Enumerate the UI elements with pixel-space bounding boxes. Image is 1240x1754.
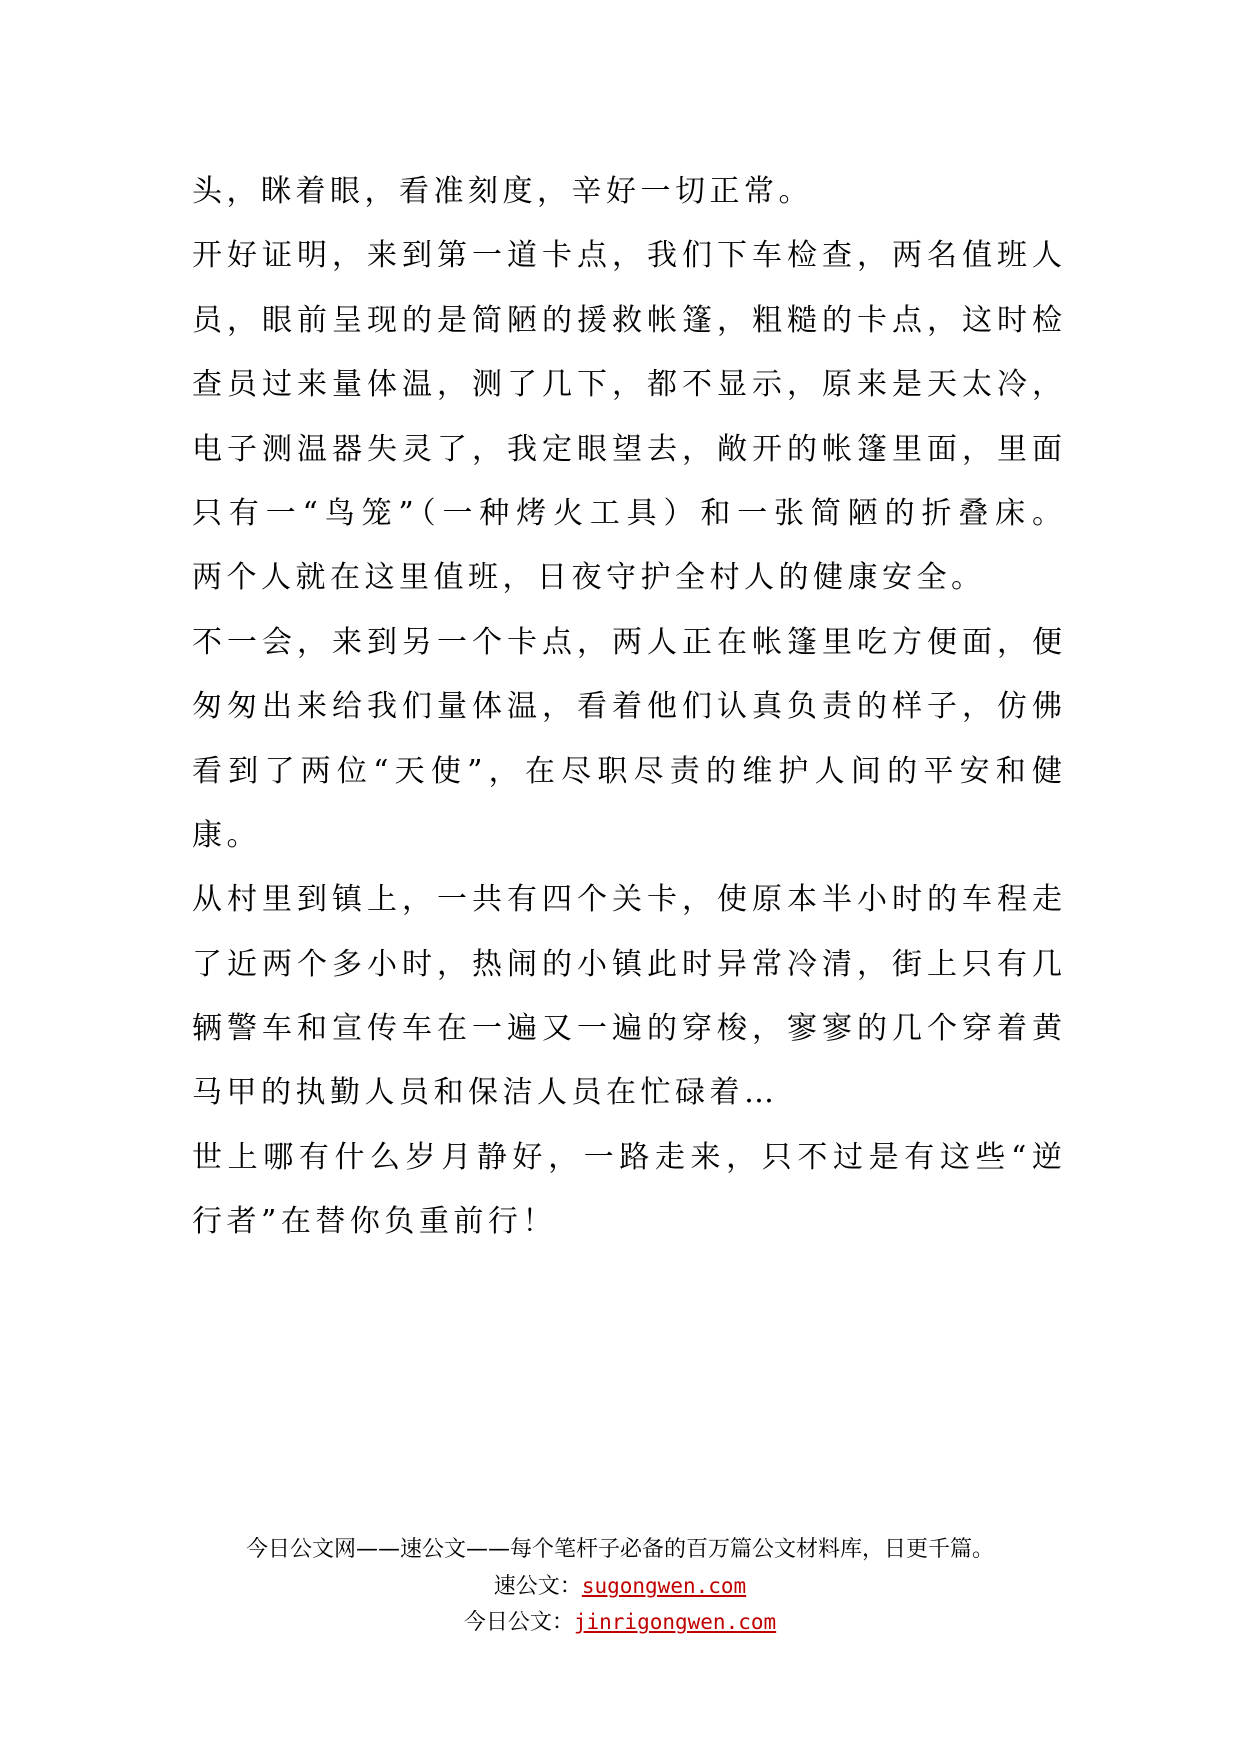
jinrigongwen-label: 今日公文： — [463, 1610, 574, 1635]
text-line: 辆警车和宣传车在一遍又一遍的穿梭，寥寥的几个穿着黄 — [192, 1011, 1062, 1047]
sugongwen-label: 速公文： — [493, 1574, 582, 1599]
footer-jinrigongwen — [0, 1604, 1240, 1640]
text-line: 世上哪有什么岁月静好，一路走来，只不过是有这些“逆 — [192, 1139, 1062, 1175]
jinrigongwen-link[interactable]: jinrigongwen.com — [573, 1610, 777, 1634]
text-line: 康。 — [192, 817, 261, 853]
text-line: 查员过来量体温，测了几下，都不显示，原来是天太冷， — [192, 367, 1062, 403]
text-line: 开好证明，来到第一道卡点，我们下车检查，两名值班人 — [192, 238, 1062, 274]
text-line: 只有一“鸟笼”（一种烤火工具）和一张简陋的折叠床。 — [192, 495, 1062, 531]
page-footer — [0, 1532, 1240, 1640]
text-line: 电子测温器失灵了，我定眼望去，敞开的帐篷里面，里面 — [192, 431, 1062, 467]
text-line: 头，眯着眼，看准刻度，辛好一切正常。 — [192, 174, 813, 209]
text-line: 从村里到镇上，一共有四个关卡，使原本半小时的车程走 — [192, 882, 1062, 918]
text-line: 了近两个多小时，热闹的小镇此时异常冷清，街上只有几 — [192, 946, 1062, 982]
text-line: 员，眼前呈现的是简陋的援救帐篷，粗糙的卡点，这时检 — [192, 302, 1062, 338]
text-line: 行者”在替你负重前行！ — [192, 1204, 557, 1240]
footer-tagline: 今日公文网——速公文——每个笔杆子必备的百万篇公文材料库，日更千篇。 — [245, 1537, 994, 1562]
footer-sugongwen — [0, 1568, 1240, 1604]
sugongwen-link[interactable]: sugongwen.com — [581, 1574, 747, 1598]
text-line: 看到了两位“天使”，在尽职尽责的维护人间的平安和健 — [192, 753, 1062, 789]
text-line: 马甲的执勤人员和保洁人员在忙碌着… — [192, 1075, 779, 1111]
text-line: 两个人就在这里值班，日夜守护全村人的健康安全。 — [192, 560, 986, 596]
text-line: 匆匆出来给我们量体温，看着他们认真负责的样子，仿佛 — [192, 689, 1062, 725]
article-body — [192, 160, 1062, 1255]
text-line: 不一会，来到另一个卡点，两人正在帐篷里吃方便面，便 — [192, 624, 1062, 660]
